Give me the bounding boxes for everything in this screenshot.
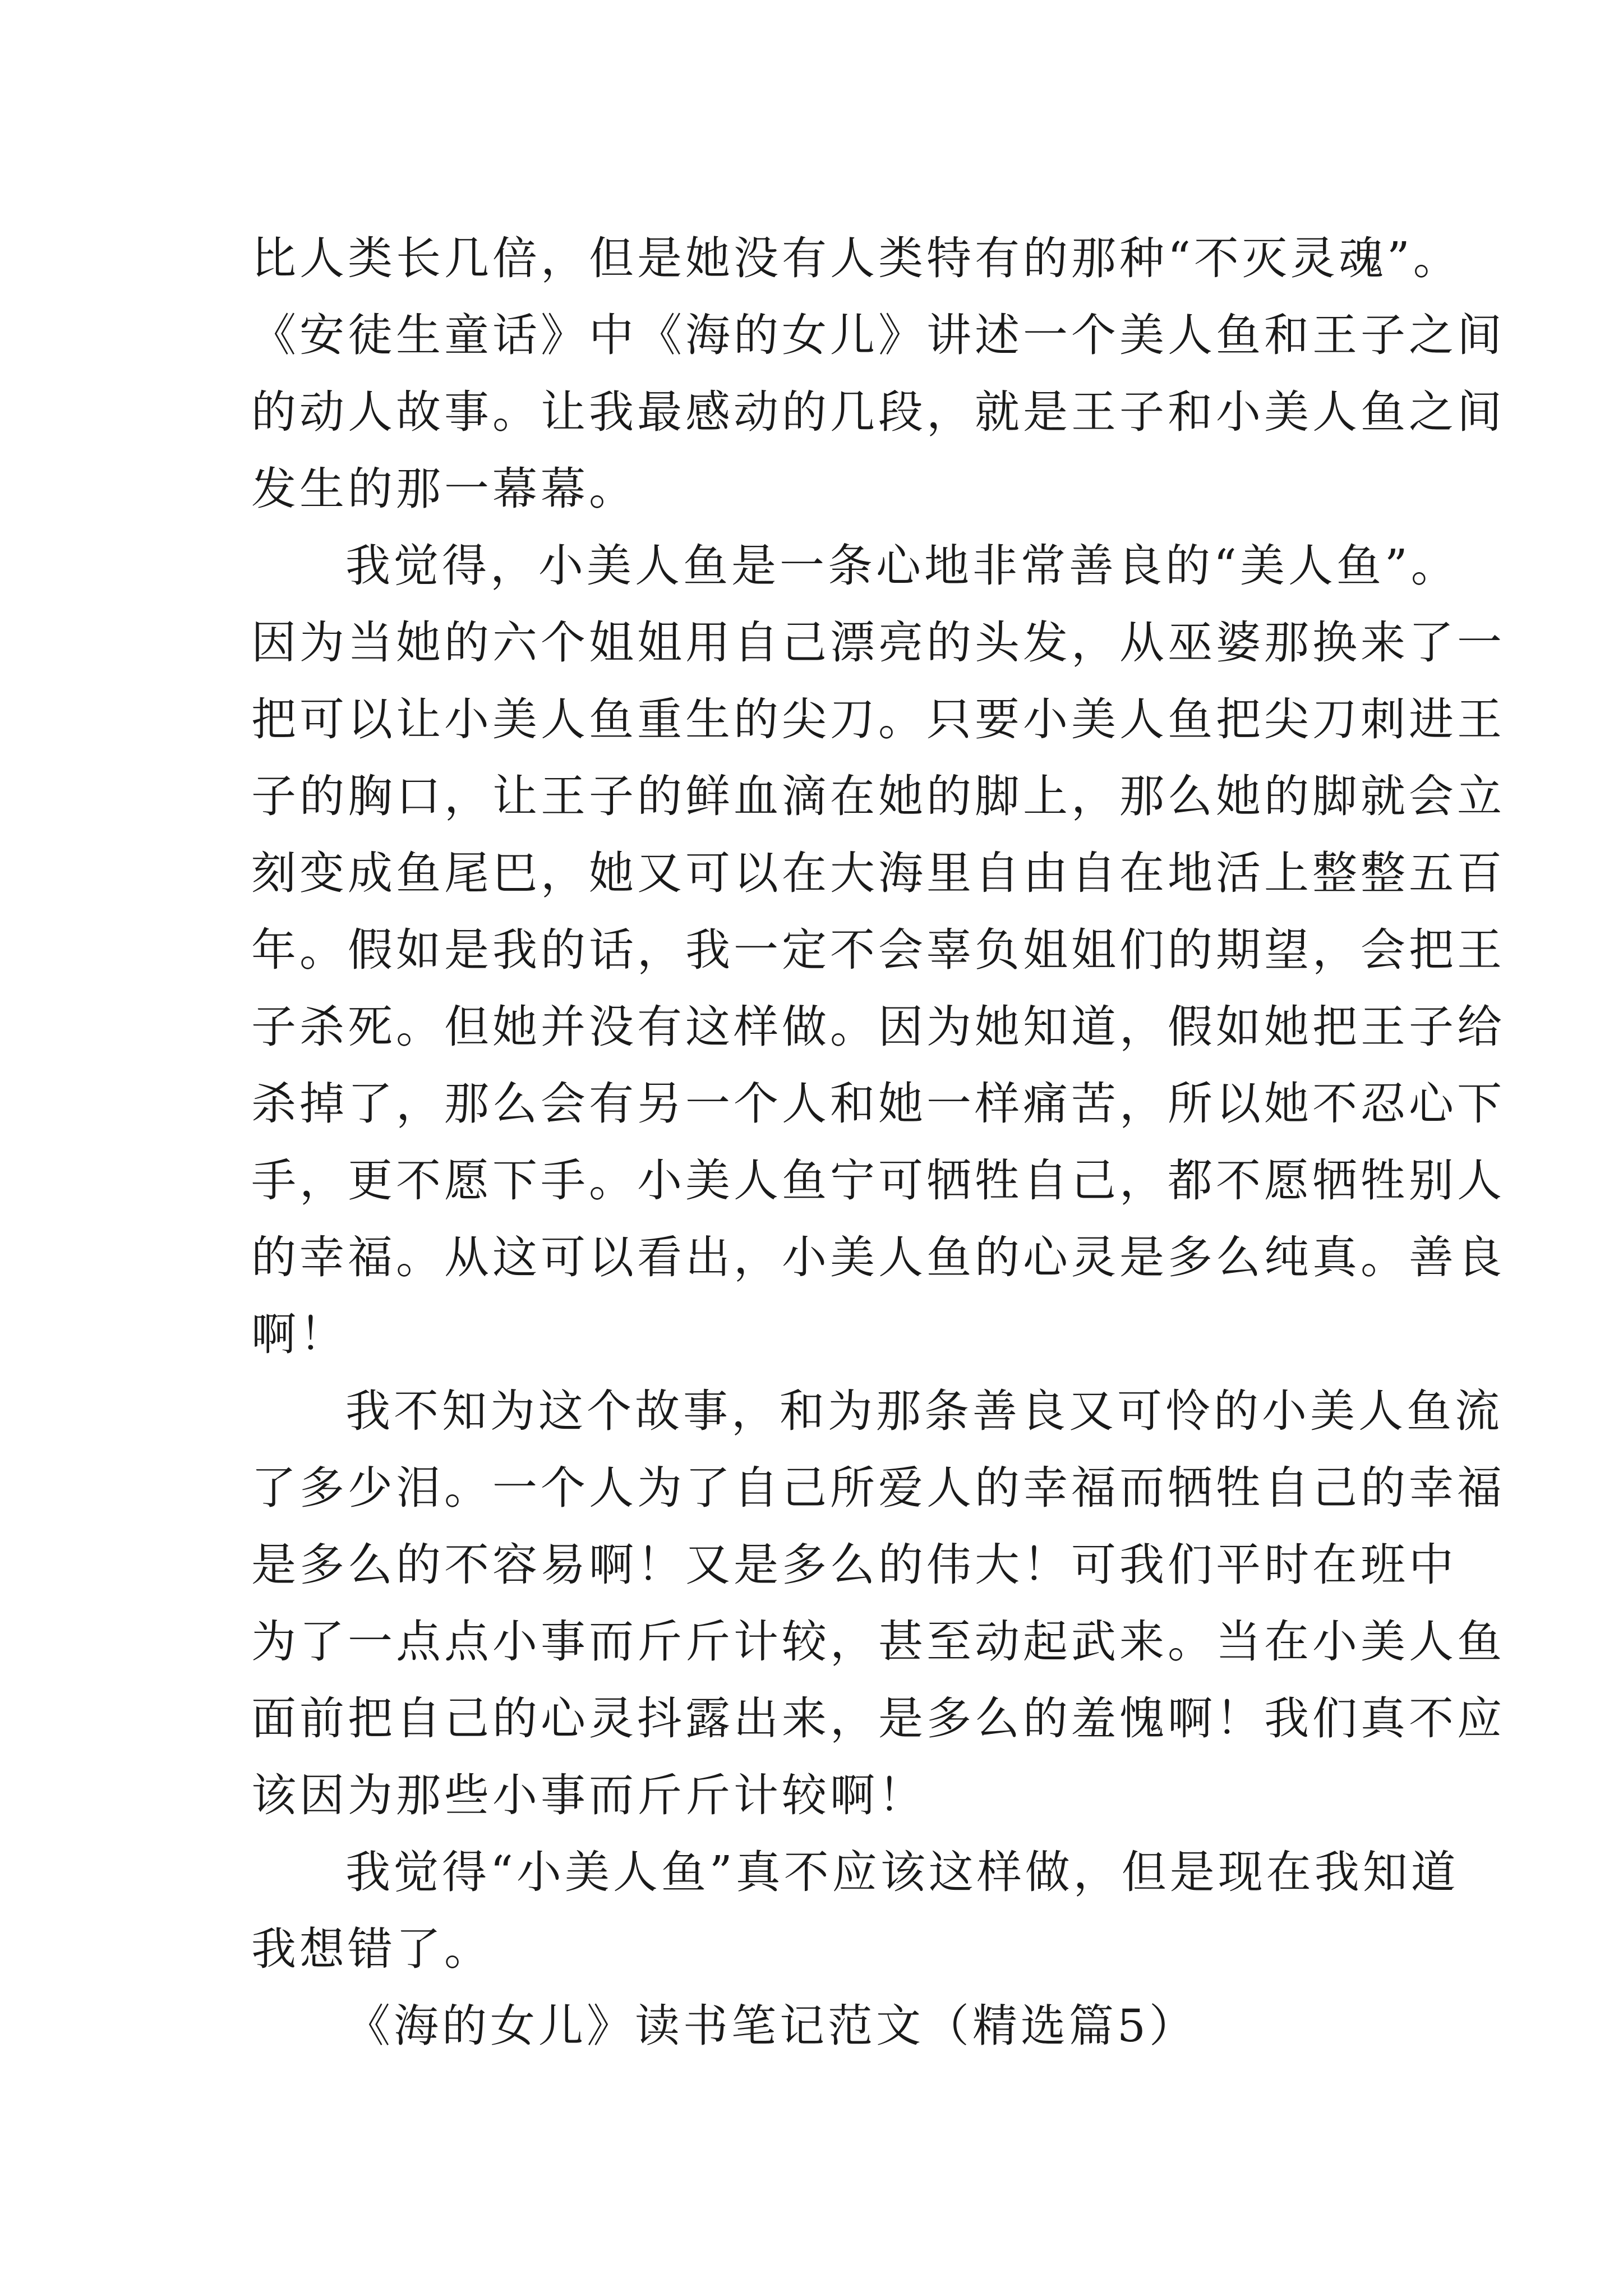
text-line: 年。假如是我的话，我一定不会辜负姐姐们的期望，会把王: [251, 924, 1505, 976]
text-line: 因为当她的六个姐姐用自己漂亮的头发，从巫婆那换来了一: [251, 616, 1505, 669]
text-line: 我觉得，小美人鱼是一条心地非常善良的“美人鱼”。: [345, 540, 1459, 592]
text-line: 了多少泪。一个人为了自己所爱人的幸福而牺牲自己的幸福: [251, 1462, 1505, 1514]
text-line: 的幸福。从这可以看出，小美人鱼的心灵是多么纯真。善良: [251, 1231, 1505, 1283]
text-line: 比人类长几倍，但是她没有人类特有的那种“不灭灵魂”。: [251, 232, 1461, 284]
text-line: 子的胸口，让王子的鲜血滴在她的脚上，那么她的脚就会立: [251, 770, 1505, 822]
text-line: 的动人故事。让我最感动的几段，就是王子和小美人鱼之间: [251, 386, 1505, 438]
text-line: 我不知为这个故事，和为那条善良又可怜的小美人鱼流: [345, 1385, 1503, 1437]
text-line: 发生的那一幕幕。: [251, 463, 637, 515]
text-line: 《安徒生童话》中《海的女儿》讲述一个美人鱼和王子之间: [251, 309, 1505, 361]
text-line: 啊！: [251, 1308, 348, 1360]
body-text: [251, 220, 1505, 2064]
text-line: 是多么的不容易啊！又是多么的伟大！可我们平时在班中: [251, 1539, 1457, 1591]
section-heading: 《海的女儿》读书笔记范文（精选篇5）: [345, 2000, 1197, 2052]
text-line: 子杀死。但她并没有这样做。因为她知道，假如她把王子给: [251, 1001, 1505, 1053]
text-line: 为了一点点小事而斤斤计较，甚至动起武来。当在小美人鱼: [251, 1616, 1505, 1668]
text-line: 把可以让小美人鱼重生的尖刀。只要小美人鱼把尖刀刺进王: [251, 693, 1505, 746]
text-line: 我想错了。: [251, 1923, 492, 1975]
text-line: 该因为那些小事而斤斤计较啊！: [251, 1769, 926, 1821]
text-line: 刻变成鱼尾巴，她又可以在大海里自由自在地活上整整五百: [251, 847, 1505, 899]
text-line: 面前把自己的心灵抖露出来，是多么的羞愧啊！我们真不应: [251, 1692, 1505, 1745]
text-line: 杀掉了，那么会有另一个人和她一样痛苦，所以她不忍心下: [251, 1078, 1505, 1130]
text-line: 我觉得“小美人鱼”真不应该这样做，但是现在我知道: [345, 1846, 1459, 1898]
text-line: 手，更不愿下手。小美人鱼宁可牺牲自己，都不愿牺牲别人: [251, 1154, 1505, 1207]
